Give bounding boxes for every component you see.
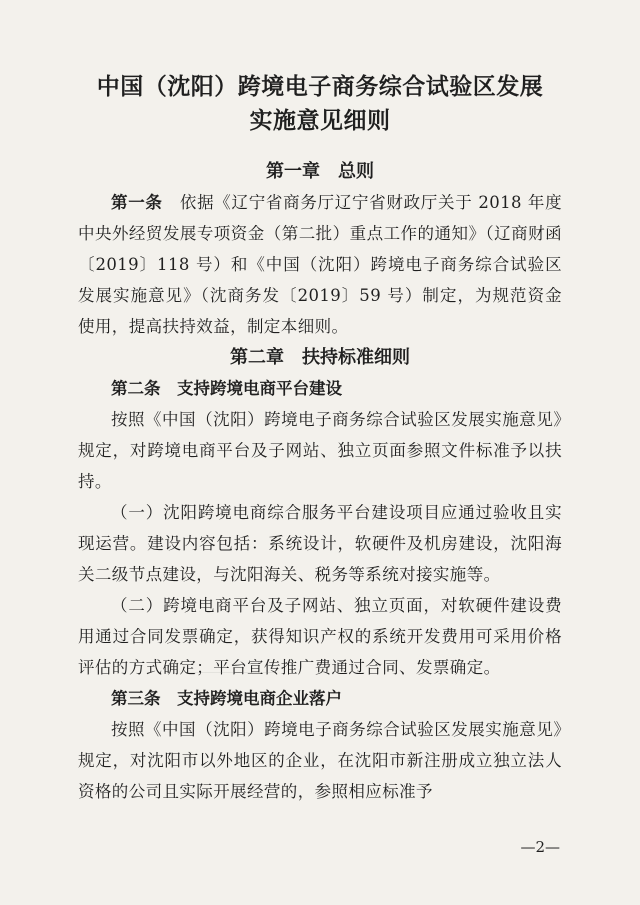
title-line-1: 中国（沈阳）跨境电子商务综合试验区发展: [96, 73, 544, 100]
chapter-heading-1: 第一章 总则: [266, 161, 374, 182]
article-2-paragraph-1: 按照《中国（沈阳）跨境电子商务综合试验区发展实施意见》规定，对跨境电商平台及子网站、独立页面参照文件标准予以扶持。: [78, 410, 562, 491]
page-number: —2—: [520, 838, 560, 856]
article-3-paragraph-1: 按照《中国（沈阳）跨境电子商务综合试验区发展实施意见》规定，对沈阳市以外地区的企业，在沈阳市新注册成立独立法人资格的公司且实际开展经营的，参照相应标准予: [78, 720, 562, 801]
article-1: [78, 187, 562, 342]
article-3-label: 第三条: [111, 689, 161, 708]
article-2-heading: [78, 373, 562, 404]
article-1-text: 依据《辽宁省商务厅辽宁省财政厅关于 2018 年度中央外经贸发展专项资金（第二批）重点工作的通知》（辽商财函〔2019〕118 号）和《中国（沈阳）跨境电子商务综合试验区发展实施意见》（沈商务发〔2019〕59 号）制定，为规范资金使用，提高扶持效益，制定本细则。: [78, 193, 563, 336]
article-2-title: 支持跨境电商平台建设: [177, 379, 342, 398]
article-2-label: 第二条: [111, 379, 161, 398]
article-2-paragraph-2: （一）沈阳跨境电商综合服务平台建设项目应通过验收且实现运营。建设内容包括：系统设计，软硬件及机房建设，沈阳海关二级节点建设，与沈阳海关、税务等系统对接实施等。: [78, 503, 562, 584]
title-line-2: 实施意见细则: [249, 107, 391, 134]
document-title: [78, 70, 562, 138]
article-3-heading: [78, 683, 562, 714]
article-1-label: 第一条: [111, 193, 163, 212]
article-3-title: 支持跨境电商企业落户: [177, 689, 342, 708]
article-2-paragraph-3: （二）跨境电商平台及子网站、独立页面，对软硬件建设费用通过合同发票确定，获得知识产权的系统开发费用可采用价格评估的方式确定；平台宣传推广费通过合同、发票确定。: [78, 596, 562, 677]
chapter-heading-2: 第二章 扶持标准细则: [230, 347, 410, 368]
